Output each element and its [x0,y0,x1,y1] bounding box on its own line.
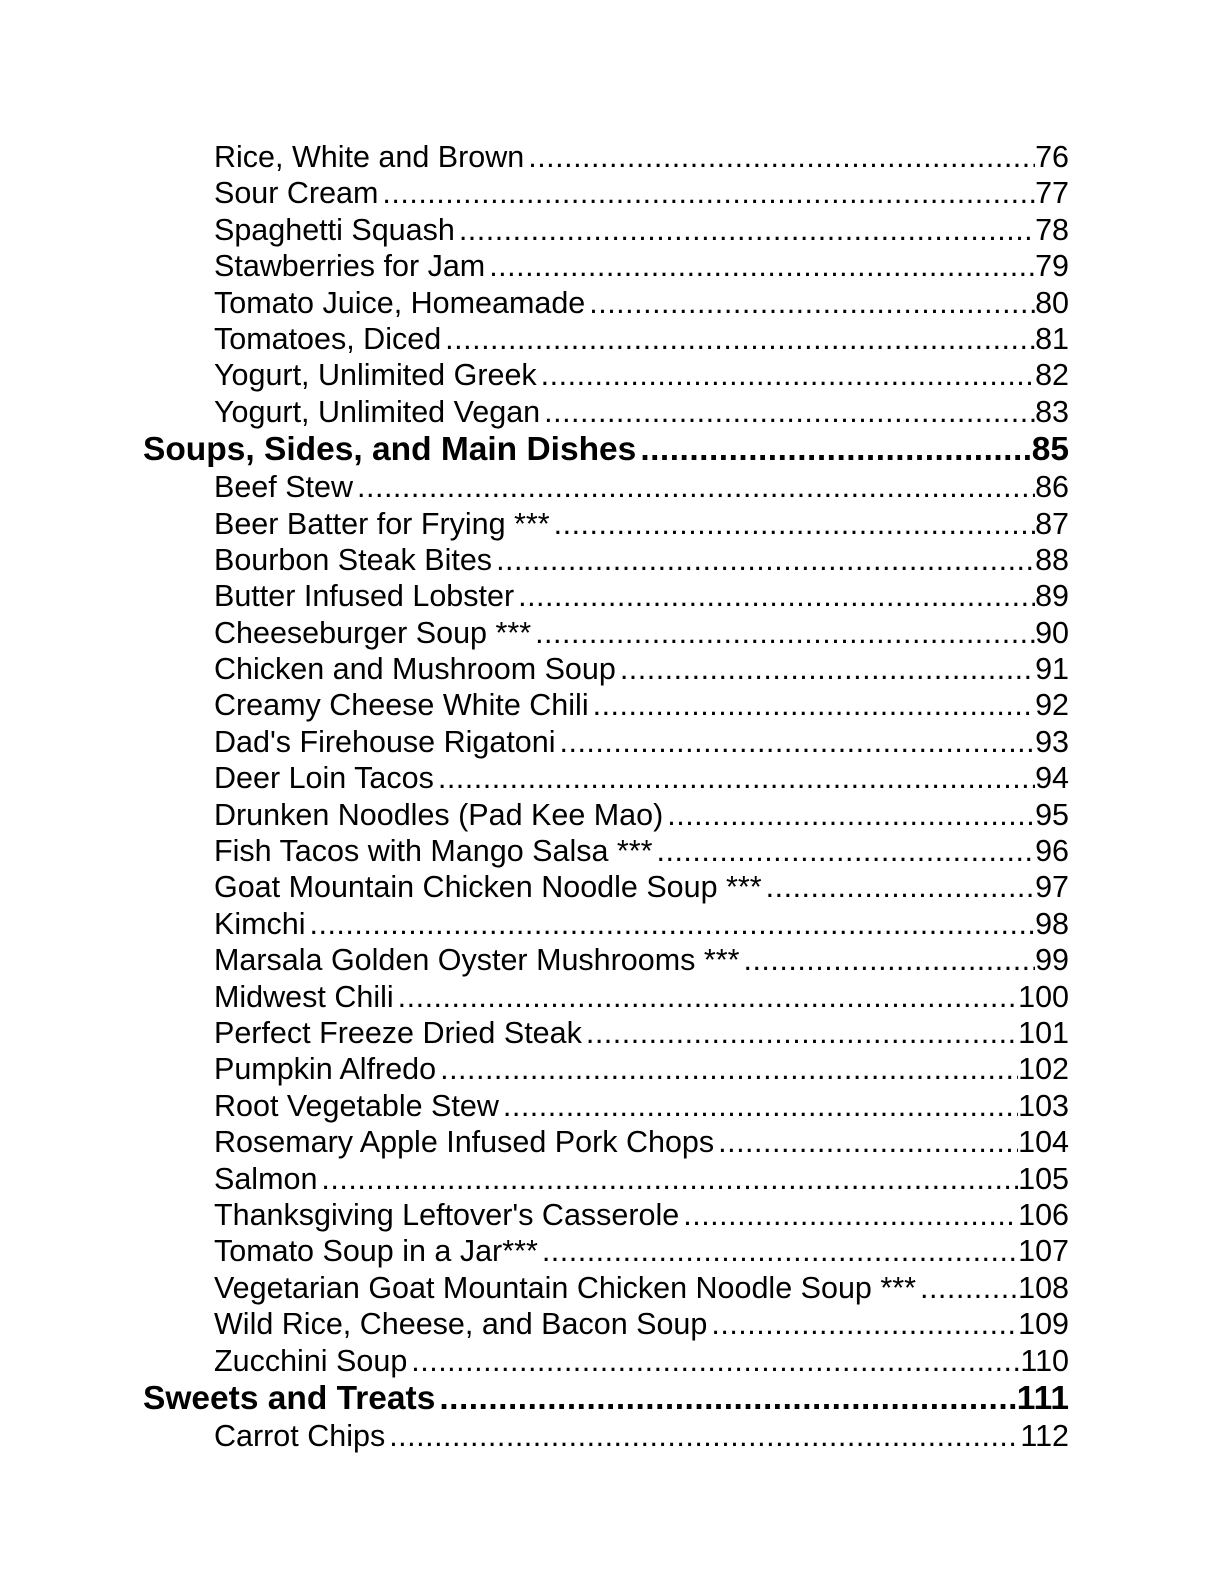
toc-dot-leader [743,943,1035,978]
toc-entry-title: Midwest Chili [214,979,394,1014]
toc-entry-row[interactable] [0,1198,1069,1234]
toc-entry-title: Butter Infused Lobster [214,579,515,614]
toc-page-number: 81 [1035,321,1069,356]
toc-dot-leader [445,322,1035,357]
toc-dot-leader [766,870,1035,905]
toc-dot-leader [489,249,1035,284]
toc-entry-title: Root Vegetable Stew [214,1088,499,1123]
toc-entry-title: Dad's Firehouse Rigatoni [214,724,556,759]
toc-entry-title: Rosemary Apple Infused Pork Chops [214,1125,715,1160]
toc-dot-leader [382,176,1035,211]
toc-page-number: 95 [1035,797,1069,832]
toc-dot-leader [411,1344,1020,1379]
toc-entry-title: Wild Rice, Cheese, and Bacon Soup [214,1307,708,1342]
toc-entry-row[interactable] [0,1419,1069,1455]
toc-entry-title: Chicken and Mushroom Soup [214,652,616,687]
toc-entry-row[interactable] [0,1234,1069,1270]
toc-page-number: 99 [1035,943,1069,978]
toc-entry-title: Drunken Noodles (Pad Kee Mao) [214,797,664,832]
toc-entry-title: Goat Mountain Chicken Noodle Soup *** [214,870,762,905]
toc-entry-row[interactable] [0,1271,1069,1307]
toc-page-number: 109 [1018,1307,1069,1342]
toc-page-number: 79 [1035,249,1069,284]
toc-page-number: 87 [1035,506,1069,541]
toc-page-number: 102 [1018,1052,1069,1087]
toc-entry-title: Fish Tacos with Mango Salsa *** [214,834,653,869]
toc-page-number: 93 [1035,724,1069,759]
toc-dot-leader [554,507,1035,542]
toc-entry-row[interactable] [0,1016,1069,1052]
toc-entry-row[interactable] [0,543,1069,579]
toc-entry-row[interactable] [0,907,1069,943]
toc-entry-row[interactable] [0,213,1069,249]
toc-dot-leader [544,395,1035,430]
toc-entry-row[interactable] [0,1307,1069,1343]
toc-page-number: 101 [1018,1015,1069,1050]
toc-section-row[interactable] [0,431,1069,470]
toc-entry-title: Kimchi [214,906,306,941]
toc-dot-leader [667,798,1035,833]
toc-entry-row[interactable] [0,395,1069,431]
toc-dot-leader [438,761,1035,796]
toc-entry-row[interactable] [0,140,1069,176]
toc-entry-title: Tomato Soup in a Jar*** [214,1234,538,1269]
toc-entry-row[interactable] [0,470,1069,506]
toc-entry-title: Perfect Freeze Dried Steak [214,1015,582,1050]
toc-page-number: 82 [1035,358,1069,393]
toc-entry-row[interactable] [0,798,1069,834]
toc-page-number: 91 [1035,652,1069,687]
toc-entry-title: Cheeseburger Soup *** [214,615,532,650]
toc-dot-leader [496,543,1035,578]
toc-page-number: 76 [1035,140,1069,174]
toc-dot-leader [439,1380,1016,1418]
toc-dot-leader [657,834,1036,869]
toc-page-number: 107 [1018,1234,1069,1269]
toc-dot-leader [718,1125,1018,1160]
toc-entry-row[interactable] [0,1125,1069,1161]
toc-page-number: 108 [1018,1270,1069,1305]
toc-entry-row[interactable] [0,358,1069,394]
toc-entry-row[interactable] [0,176,1069,212]
toc-dot-leader [586,1016,1018,1051]
toc-page-number: 104 [1018,1125,1069,1160]
toc-entry-row[interactable] [0,652,1069,688]
toc-page-number: 100 [1018,979,1069,1014]
toc-dot-leader [593,688,1035,723]
toc-entry-row[interactable] [0,1052,1069,1088]
toc-entry-row[interactable] [0,834,1069,870]
toc-page-number: 112 [1020,1418,1069,1453]
toc-dot-leader [310,907,1036,942]
toc-page-number: 94 [1035,761,1069,796]
table-of-contents [0,140,1214,1455]
toc-entry-row[interactable] [0,688,1069,724]
toc-dot-leader [389,1419,1020,1454]
toc-entry-title: Marsala Golden Oyster Mushrooms *** [214,943,740,978]
toc-dot-leader [518,579,1035,614]
toc-entry-title: Tomatoes, Diced [214,321,442,356]
toc-entry-row[interactable] [0,725,1069,761]
toc-entry-title: Salmon [214,1161,318,1196]
toc-page-number: 96 [1035,834,1069,869]
toc-entry-title: Beef Stew [214,470,354,505]
toc-dot-leader [589,286,1035,321]
toc-page-number: 85 [1031,431,1069,469]
toc-entry-title: Spaghetti Squash [214,212,455,247]
toc-entry-row[interactable] [0,616,1069,652]
toc-entry-row[interactable] [0,579,1069,615]
toc-page-number: 78 [1035,212,1069,247]
toc-dot-leader [640,431,1031,469]
toc-entry-title: Stawberries for Jam [214,249,486,284]
toc-entry-row[interactable] [0,286,1069,322]
toc-page-number: 86 [1035,470,1069,505]
toc-dot-leader [398,980,1018,1015]
toc-section-row[interactable] [0,1380,1069,1419]
toc-entry-row[interactable] [0,1344,1069,1380]
toc-entry-row[interactable] [0,249,1069,285]
toc-entry-row[interactable] [0,943,1069,979]
toc-entry-title: Beer Batter for Frying *** [214,506,550,541]
toc-dot-leader [321,1162,1018,1197]
toc-dot-leader [920,1271,1018,1306]
toc-dot-leader [683,1198,1018,1233]
toc-entry-row[interactable] [0,761,1069,797]
toc-dot-leader [541,358,1035,393]
toc-entry-title: Carrot Chips [214,1418,386,1453]
toc-page-number: 88 [1035,542,1069,577]
toc-dot-leader [560,725,1036,760]
toc-dot-leader [440,1052,1018,1087]
toc-dot-leader [620,652,1035,687]
toc-entry-title: Thanksgiving Leftover's Casserole [214,1197,680,1232]
toc-page-number: 77 [1035,176,1069,211]
toc-entry-title: Zucchini Soup [214,1343,408,1378]
toc-dot-leader [459,213,1035,248]
toc-page-number: 111 [1016,1379,1069,1417]
toc-page-number: 92 [1035,688,1069,723]
toc-entry-title: Yogurt, Unlimited Vegan [214,394,541,429]
toc-dot-leader [357,470,1035,505]
toc-entry-title: Creamy Cheese White Chili [214,688,589,723]
toc-page-number: 110 [1020,1343,1069,1378]
toc-entry-row[interactable] [0,322,1069,358]
toc-page-number: 103 [1018,1088,1069,1123]
toc-dot-leader [535,616,1035,651]
toc-dot-leader [542,1234,1018,1269]
toc-section-title: Sweets and Treats [143,1379,436,1417]
toc-entry-title: Vegetarian Goat Mountain Chicken Noodle Soup *** [214,1270,916,1305]
toc-entry-row[interactable] [0,980,1069,1016]
toc-entry-title: Bourbon Steak Bites [214,542,493,577]
toc-entry-title: Yogurt, Unlimited Greek [214,358,537,393]
toc-dot-leader [503,1089,1018,1124]
toc-entry-title: Pumpkin Alfredo [214,1052,437,1087]
toc-entry-row[interactable] [0,870,1069,906]
toc-entry-title: Sour Cream [214,176,379,211]
toc-entry-title: Tomato Juice, Homeamade [214,285,586,320]
toc-entry-row[interactable] [0,1089,1069,1125]
toc-entry-title: Deer Loin Tacos [214,761,434,796]
toc-page-number: 97 [1035,870,1069,905]
toc-page-number: 89 [1035,579,1069,614]
toc-dot-leader [528,140,1035,175]
toc-page-number: 106 [1018,1197,1069,1232]
toc-entry-row[interactable] [0,1162,1069,1198]
toc-page-number: 83 [1035,394,1069,429]
toc-page-number: 105 [1018,1161,1069,1196]
toc-page-number: 90 [1035,615,1069,650]
toc-page-number: 98 [1035,906,1069,941]
toc-dot-leader [711,1307,1018,1342]
toc-section-title: Soups, Sides, and Main Dishes [143,431,637,469]
toc-page-number: 80 [1035,285,1069,320]
toc-entry-row[interactable] [0,507,1069,543]
toc-entry-title: Rice, White and Brown [214,140,525,174]
